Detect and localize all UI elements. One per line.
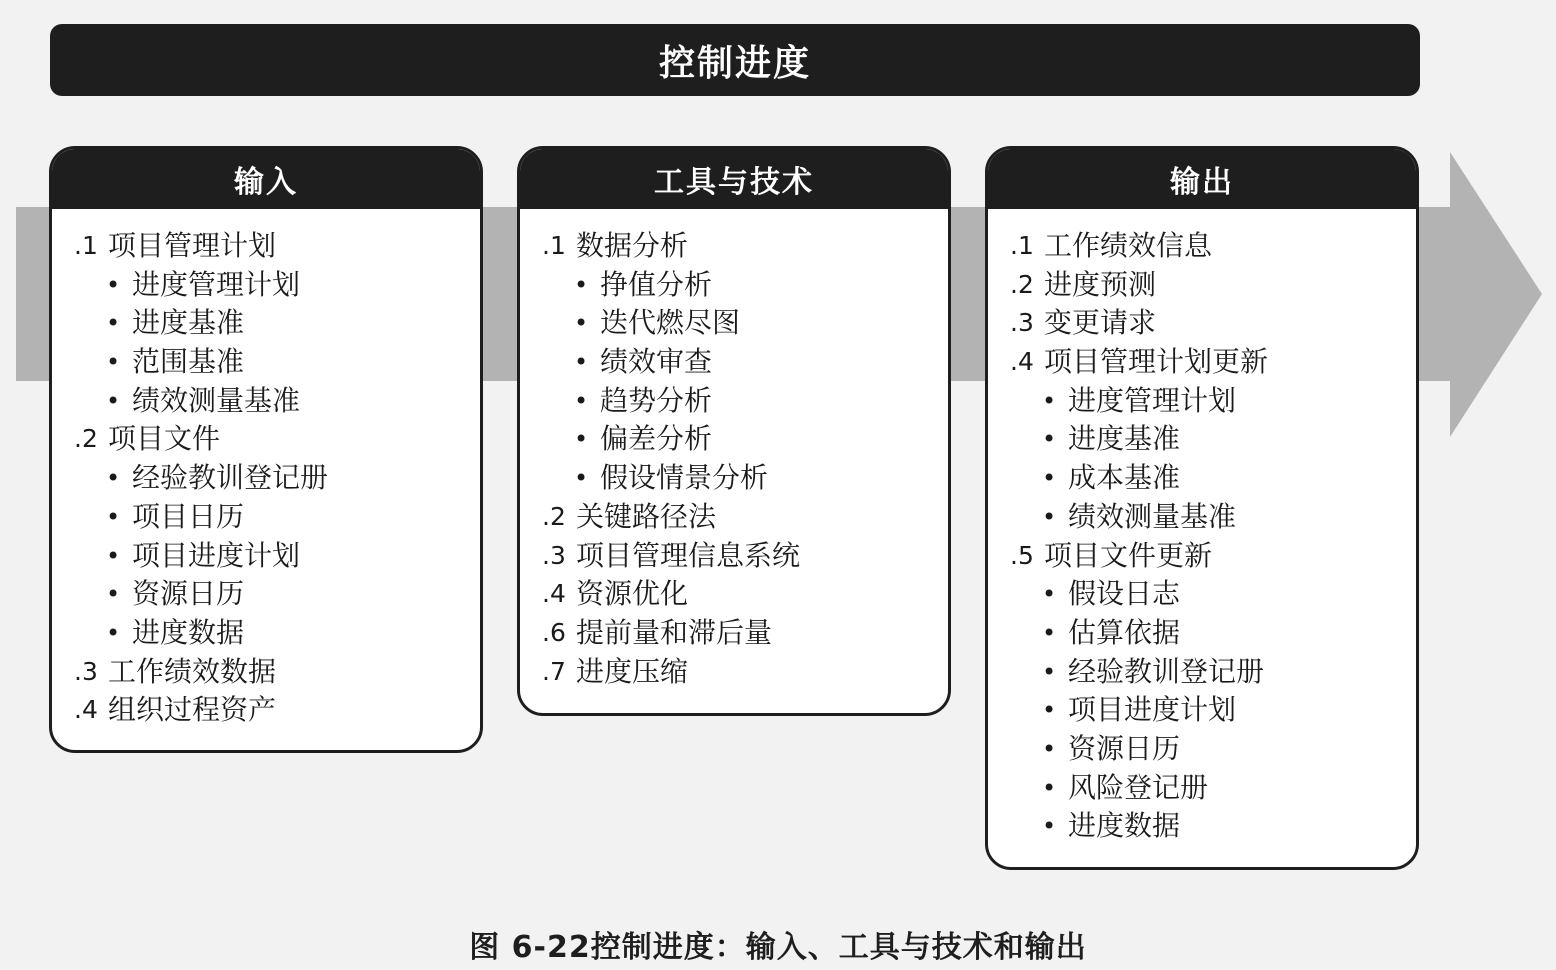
bullet-icon: • [574,425,589,454]
item-label: 关键路径法 [576,499,717,533]
item-number: .4 [1010,347,1034,377]
sub-list-item [988,420,1416,459]
item-label: 组织过程资产 [108,693,277,727]
sub-item-label: 项目进度计划 [1068,693,1237,727]
sub-item-label: 绩效测量基准 [132,383,301,417]
sub-list-item [52,575,480,614]
bullet-icon: • [106,580,121,609]
sub-item-label: 资源日历 [1068,731,1181,765]
bullet-icon: • [106,541,121,570]
sub-item-label: 风险登记册 [1068,770,1209,804]
bullet-icon: • [106,464,121,493]
item-label: 进度预测 [1044,267,1157,301]
sub-item-label: 经验教训登记册 [1068,654,1265,688]
item-number: .3 [542,540,566,570]
sub-list-item [52,537,480,576]
figure-caption: 图 6-22控制进度：输入、工具与技术和输出 [469,930,1087,965]
sub-list-item [988,653,1416,692]
tools-header: 工具与技术 [520,149,948,209]
sub-item-label: 成本基准 [1068,461,1181,495]
list-item [52,227,480,266]
item-number: .5 [1010,540,1034,570]
item-label: 数据分析 [576,229,689,262]
list-item [988,304,1416,343]
title-bar [50,24,1420,96]
sub-list-item [520,343,948,382]
bullet-icon: • [1042,657,1057,686]
sub-list-item [52,266,480,305]
sub-item-label: 进度基准 [1068,422,1181,456]
sub-item-label: 经验教训登记册 [132,461,329,495]
item-label: 项目文件 [108,422,221,456]
bullet-icon: • [106,618,121,647]
bullet-icon: • [1042,812,1057,841]
bullet-icon: • [1042,773,1057,802]
sub-item-label: 进度数据 [1068,809,1181,843]
item-number: .7 [542,656,566,686]
inputs-list [52,209,480,730]
sub-item-label: 范围基准 [132,345,245,379]
item-number: .1 [542,231,566,260]
bullet-icon: • [1042,618,1057,647]
sub-list-item [988,459,1416,498]
sub-list-item [988,807,1416,846]
list-item [520,653,948,692]
item-label: 工作绩效信息 [1044,229,1213,262]
bullet-icon: • [1042,464,1057,493]
item-label: 项目管理信息系统 [576,538,801,572]
list-item [520,498,948,537]
sub-list-item [988,730,1416,769]
sub-item-label: 进度管理计划 [1068,383,1237,417]
tools-list [520,209,948,691]
bullet-icon: • [574,309,589,338]
bullet-icon: • [1042,386,1057,415]
sub-list-item [52,614,480,653]
outputs-list [988,209,1416,846]
sub-item-label: 绩效审查 [600,345,713,379]
bullet-icon: • [574,464,589,493]
sub-list-item [52,459,480,498]
list-item [988,227,1416,266]
sub-item-label: 项目进度计划 [132,538,301,572]
sub-item-label: 资源日历 [132,577,245,611]
item-label: 进度压缩 [576,654,689,688]
list-item [988,537,1416,576]
item-label: 资源优化 [576,577,689,611]
inputs-header: 输入 [52,149,480,209]
item-number: .4 [74,695,98,725]
bullet-icon: • [106,270,121,299]
sub-list-item [988,575,1416,614]
sub-item-label: 偏差分析 [600,422,713,456]
sub-item-label: 进度基准 [132,306,245,340]
item-number: .1 [1010,231,1034,260]
sub-item-label: 估算依据 [1068,615,1181,649]
sub-list-item [988,382,1416,421]
item-label: 提前量和滞后量 [576,615,773,649]
list-item [520,575,948,614]
bullet-icon: • [106,502,121,531]
list-item [520,227,948,266]
bullet-icon: • [574,270,589,299]
list-item [988,266,1416,305]
sub-list-item [988,769,1416,808]
sub-list-item [52,343,480,382]
bullet-icon: • [106,309,121,338]
item-number: .2 [1010,269,1034,299]
sub-item-label: 绩效测量基准 [1068,499,1237,533]
sub-item-label: 项目日历 [132,499,245,533]
item-number: .2 [542,501,566,531]
bullet-icon: • [574,348,589,377]
diagram-title: 控制进度 [658,42,811,84]
sub-list-item [52,498,480,537]
item-number: .4 [542,579,566,609]
bullet-icon: • [574,386,589,415]
sub-item-label: 进度数据 [132,615,245,649]
item-number: .1 [74,231,98,260]
sub-list-item [520,382,948,421]
item-number: .3 [74,656,98,686]
item-number: .3 [1010,308,1034,338]
item-number: .2 [74,424,98,454]
sub-list-item [52,304,480,343]
outputs-header: 输出 [988,149,1416,209]
sub-item-label: 进度管理计划 [132,267,301,301]
list-item [988,343,1416,382]
sub-item-label: 迭代燃尽图 [600,306,741,340]
sub-list-item [520,459,948,498]
sub-list-item [988,498,1416,537]
sub-item-label: 挣值分析 [600,267,713,301]
list-item [52,691,480,730]
bullet-icon: • [106,348,121,377]
list-item [520,614,948,653]
outputs-panel [985,146,1419,870]
item-number: .6 [542,617,566,647]
sub-list-item [520,304,948,343]
sub-list-item [988,691,1416,730]
sub-item-label: 假设情景分析 [600,461,769,495]
bullet-icon: • [1042,580,1057,609]
sub-list-item [988,614,1416,653]
sub-list-item [520,420,948,459]
bullet-icon: • [1042,734,1057,763]
sub-list-item [520,266,948,305]
item-label: 工作绩效数据 [108,654,277,688]
sub-item-label: 趋势分析 [600,383,713,417]
tools-panel [517,146,951,716]
list-item [520,537,948,576]
bullet-icon: • [1042,502,1057,531]
inputs-panel [49,146,483,753]
item-label: 项目管理计划更新 [1044,345,1269,379]
sub-list-item [52,382,480,421]
bullet-icon: • [106,386,121,415]
sub-item-label: 假设日志 [1068,577,1181,611]
item-label: 项目管理计划 [108,229,277,262]
item-label: 变更请求 [1044,306,1157,340]
bullet-icon: • [1042,696,1057,725]
bullet-icon: • [1042,425,1057,454]
list-item [52,420,480,459]
item-label: 项目文件更新 [1044,538,1213,572]
list-item [52,653,480,692]
